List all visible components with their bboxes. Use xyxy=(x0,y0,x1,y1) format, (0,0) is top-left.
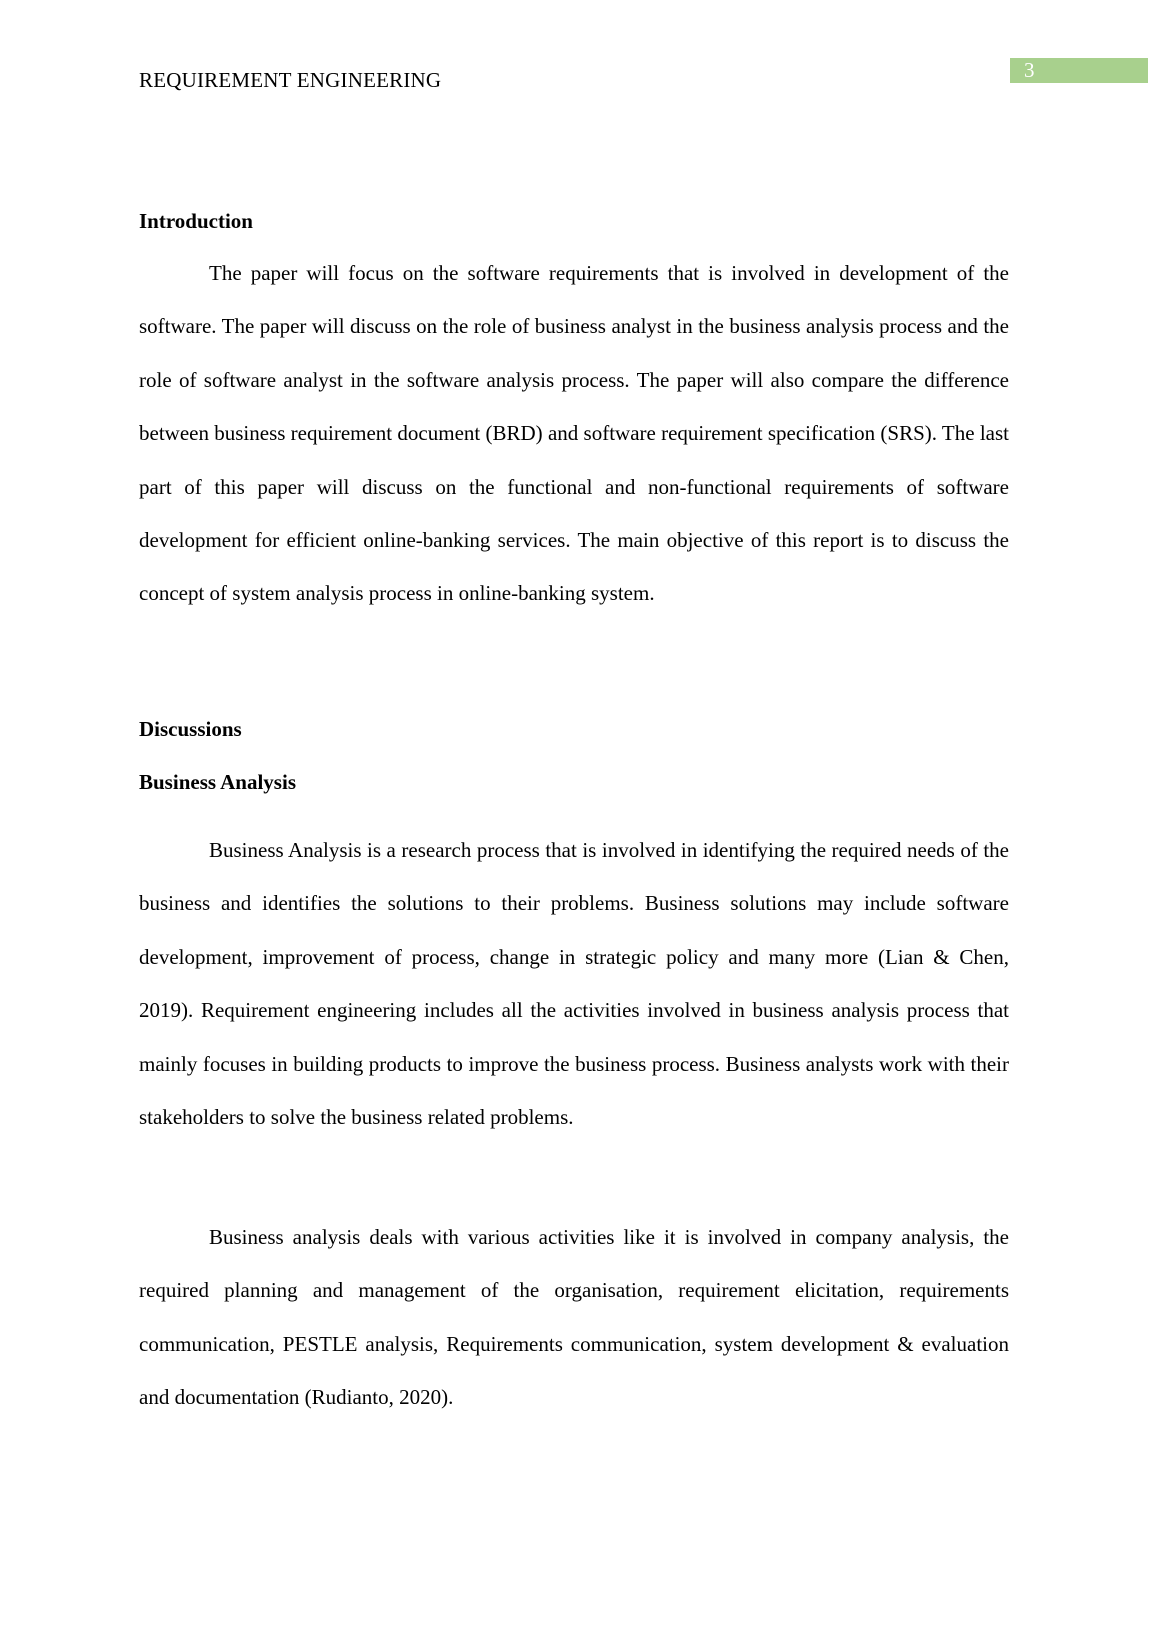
running-head: REQUIREMENT ENGINEERING xyxy=(139,68,442,92)
page-number: 3 xyxy=(1024,58,1035,82)
page-number-badge xyxy=(1010,58,1148,83)
business-analysis-paragraph-1: Business Analysis is a research process that is involved in identifying the required needs of the business and identifies the solutions to their problems. Business solutions may include software development, improvement of process, change in strategic policy and many more (Lian & Chen, 2019). Requirement engineering includes all the activities involved in business analysis process that mainly focuses in building products to improve the business process. Business analysts work with their stakeholders to solve the business related problems. xyxy=(139,838,1009,1130)
discussions-heading: Discussions xyxy=(139,717,242,741)
business-analysis-paragraph-2: Business analysis deals with various activities like it is involved in company analysis, the required planning and management of the organisation, requirement elicitation, requirements communication, PESTLE analysis, Requirements communication, system development & evaluation and documentation (Rudianto, 2020). xyxy=(139,1225,1009,1410)
business-analysis-heading: Business Analysis xyxy=(139,770,296,794)
introduction-paragraph: The paper will focus on the software requirements that is involved in development of the software. The paper will discuss on the role of business analyst in the business analysis process and the role of software analyst in the software analysis process. The paper will also compare the difference between business requirement document (BRD) and software requirement specification (SRS). The last part of this paper will discuss on the functional and non-functional requirements of software development for efficient online-banking services. The main objective of this report is to discuss the concept of system analysis process in online-banking system. xyxy=(139,261,1009,606)
introduction-heading: Introduction xyxy=(139,209,253,233)
